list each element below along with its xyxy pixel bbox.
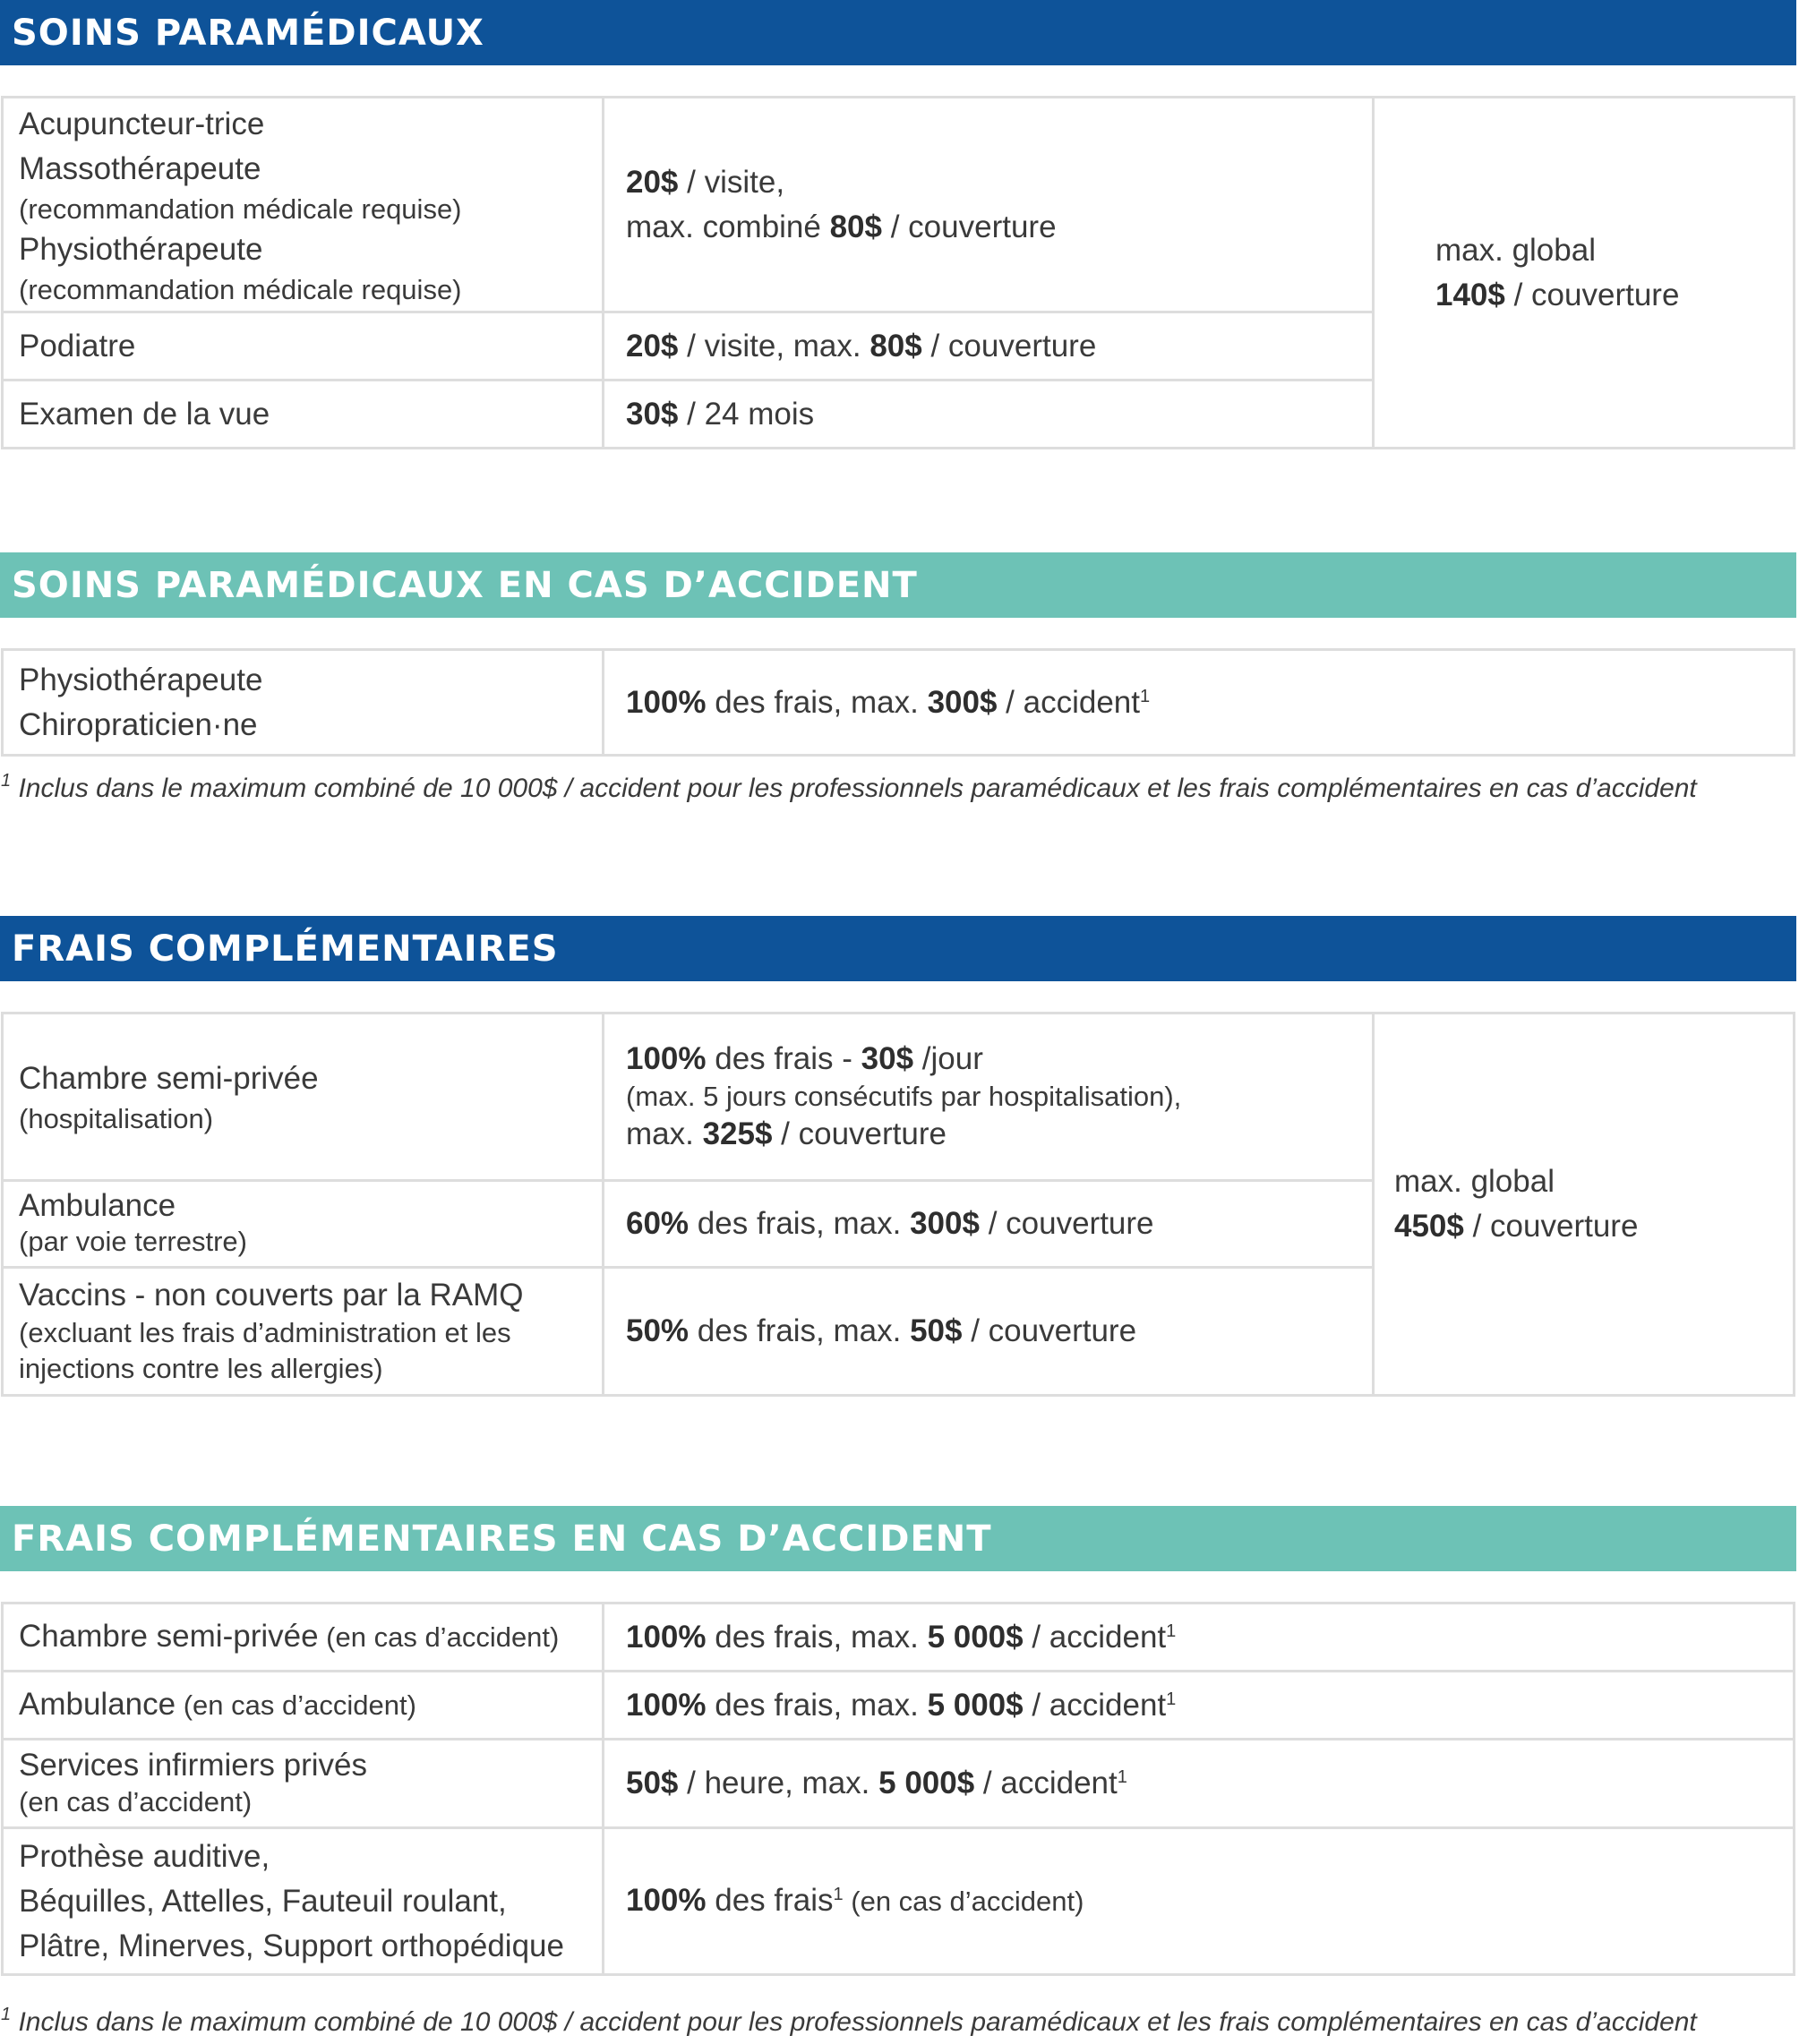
amount-value: 100%	[626, 1041, 707, 1076]
amount-note: (en cas d’accident)	[843, 1886, 1084, 1917]
amount-text: des frais	[706, 1883, 834, 1918]
benefit-label	[3, 1672, 604, 1740]
footnote-marker: 1	[833, 1885, 844, 1904]
benefit-amount	[604, 650, 1795, 756]
footnote-marker: 1	[1166, 1621, 1177, 1641]
global-line	[1394, 1204, 1793, 1249]
label-line: Chambre semi-privée	[19, 1619, 319, 1654]
label-line: Massothérapeute	[19, 150, 261, 186]
footnote-text: Inclus dans le maximum combiné de 10 000$ / accident pour les professionnels paramédicaux et les frais complémentaires en cas d’accident	[11, 774, 1697, 803]
benefit-label	[3, 98, 604, 312]
amount-value: 20$	[626, 328, 679, 363]
amount-value: 100%	[626, 684, 707, 720]
label-line: Physiothérapeute	[19, 662, 263, 697]
amount-text: / heure, max.	[678, 1766, 879, 1800]
footnote-marker: 1	[1, 771, 12, 791]
amount-text: max. combiné	[626, 209, 830, 244]
benefit-amount	[604, 1828, 1795, 1975]
global-value: 140$	[1435, 277, 1505, 312]
amount-text: / accident	[997, 684, 1140, 720]
footnote	[1, 2007, 1799, 2038]
benefit-amount	[604, 1604, 1795, 1672]
table-row	[3, 1740, 1795, 1828]
table-soins-paramedicaux	[1, 96, 1795, 449]
benefit-label	[3, 1828, 604, 1975]
label-line: Physiothérapeute	[19, 231, 263, 267]
footnote-marker: 1	[1139, 686, 1151, 706]
amount-value: 60%	[626, 1206, 690, 1241]
amount-value: 5 000$	[927, 1687, 1024, 1723]
amount-text: / couverture	[772, 1116, 947, 1151]
amount-text: / couverture	[979, 1206, 1154, 1241]
global-value: 450$	[1394, 1209, 1464, 1244]
table-row	[3, 1604, 1795, 1672]
amount-text: des frais, max.	[689, 1206, 911, 1241]
amount-value: 50$	[910, 1313, 963, 1348]
amount-text: des frais, max.	[706, 684, 928, 720]
label-sub: (excluant les frais d’administration et les injections contre les allergies)	[19, 1317, 511, 1384]
amount-text: max.	[626, 1116, 703, 1151]
label-sub: (en cas d’accident)	[19, 1786, 253, 1817]
label-line: Acupuncteur-trice	[19, 106, 265, 141]
benefit-amount	[604, 1181, 1374, 1268]
section-title: FRAIS COMPLÉMENTAIRES EN CAS D’ACCIDENT	[12, 1518, 992, 1560]
table-row	[3, 1828, 1795, 1975]
benefit-label	[3, 1013, 604, 1181]
label-line: Ambulance	[19, 1188, 176, 1223]
amount-text: / accident	[1023, 1619, 1167, 1655]
amount-line	[626, 1115, 1372, 1154]
label-sub: (hospitalisation)	[19, 1103, 214, 1134]
amount-value: 80$	[829, 209, 882, 244]
amount-text: / accident	[974, 1766, 1118, 1800]
amount-line	[626, 205, 1372, 250]
amount-text: des frais, max.	[706, 1619, 928, 1655]
section-title: SOINS PARAMÉDICAUX EN CAS D’ACCIDENT	[12, 564, 918, 606]
amount-value: 30$	[861, 1041, 914, 1076]
amount-value: 20$	[626, 164, 679, 200]
amount-text: /jour	[913, 1041, 983, 1076]
footnote-text: Inclus dans le maximum combiné de 10 000$ / accident pour les professionnels paramédicaux et les frais complémentaires en cas d’accident	[11, 2007, 1697, 2037]
label-line: Services infirmiers privés	[19, 1748, 367, 1783]
benefit-label	[3, 1604, 604, 1672]
amount-value: 100%	[626, 1883, 707, 1918]
global-suffix: / couverture	[1504, 277, 1680, 312]
amount-text: / 24 mois	[678, 396, 815, 432]
amount-text: / couverture	[962, 1313, 1137, 1348]
table-row	[3, 1672, 1795, 1740]
footnote	[1, 771, 1799, 804]
amount-text: des frais, max.	[706, 1687, 928, 1723]
amount-text: / couverture	[921, 328, 1097, 363]
footnote-marker: 1	[1, 2005, 12, 2024]
amount-value: 30$	[626, 396, 679, 432]
amount-value: 100%	[626, 1619, 707, 1655]
global-max	[1374, 1013, 1795, 1396]
amount-value: 5 000$	[878, 1766, 975, 1800]
amount-value: 5 000$	[927, 1619, 1024, 1655]
footnote-marker: 1	[1166, 1689, 1177, 1709]
benefit-label	[3, 650, 604, 756]
label-line: Chambre semi-privée	[19, 1061, 319, 1096]
amount-text: des frais -	[706, 1041, 861, 1076]
section-header-frais-complementaires	[0, 916, 1796, 981]
label-sub: (en cas d’accident)	[318, 1621, 560, 1653]
amount-text: / visite, max.	[678, 328, 870, 363]
label-line: Plâtre, Minerves, Support orthopédique	[19, 1928, 564, 1963]
footnote-marker: 1	[1117, 1767, 1127, 1787]
label-sub: (recommandation médicale requise)	[19, 273, 462, 305]
table-row	[3, 650, 1795, 756]
amount-value: 100%	[626, 1687, 707, 1723]
amount-line	[626, 160, 1372, 205]
table-frais-complementaires	[1, 1012, 1795, 1397]
benefit-amount	[604, 1740, 1795, 1828]
amount-text: des frais, max.	[689, 1313, 911, 1348]
table-row	[3, 1013, 1795, 1181]
benefit-label: Examen de la vue	[3, 381, 604, 449]
benefit-amount	[604, 381, 1374, 449]
benefit-label: Podiatre	[3, 312, 604, 381]
benefit-label	[3, 1181, 604, 1268]
benefit-amount	[604, 1268, 1374, 1396]
label-line: Prothèse auditive,	[19, 1838, 270, 1874]
global-max	[1374, 98, 1795, 449]
amount-value: 50$	[626, 1766, 679, 1800]
amount-line	[626, 1039, 1372, 1079]
amount-value: 80$	[870, 328, 922, 363]
benefit-amount	[604, 98, 1374, 312]
label-sub: (en cas d’accident)	[176, 1689, 416, 1721]
amount-value: 50%	[626, 1313, 690, 1348]
benefit-amount	[604, 1672, 1795, 1740]
section-title: SOINS PARAMÉDICAUX	[12, 12, 484, 54]
amount-text: / couverture	[882, 209, 1057, 244]
label-sub: (par voie terrestre)	[19, 1226, 247, 1257]
label-sub: (recommandation médicale requise)	[19, 192, 462, 225]
amount-value: 300$	[927, 684, 998, 720]
section-title: FRAIS COMPLÉMENTAIRES	[12, 928, 559, 970]
amount-note: (max. 5 jours consécutifs par hospitalisation),	[626, 1081, 1182, 1112]
table-frais-complementaires-accident	[1, 1602, 1795, 1976]
amount-value: 325$	[702, 1116, 773, 1151]
global-label: max. global	[1435, 232, 1596, 268]
label-line: Vaccins - non couverts par la RAMQ	[19, 1278, 524, 1313]
table-soins-paramedicaux-accident	[1, 648, 1795, 757]
label-line: Ambulance	[19, 1687, 176, 1722]
section-header-soins-paramedicaux	[0, 0, 1796, 65]
benefit-label	[3, 1740, 604, 1828]
amount-text: / visite,	[678, 164, 785, 200]
global-suffix: / couverture	[1463, 1209, 1639, 1244]
global-label: max. global	[1394, 1164, 1555, 1199]
table-row	[3, 98, 1795, 312]
label-line: Béquilles, Attelles, Fauteuil roulant,	[19, 1883, 507, 1919]
amount-text: / accident	[1023, 1687, 1167, 1723]
label-line: Chiropraticien·ne	[19, 706, 258, 742]
global-line	[1435, 273, 1793, 318]
benefit-amount	[604, 312, 1374, 381]
section-header-soins-paramedicaux-accident	[0, 552, 1796, 618]
section-header-frais-complementaires-accident	[0, 1506, 1796, 1571]
amount-value: 300$	[910, 1206, 980, 1241]
benefit-amount	[604, 1013, 1374, 1181]
benefit-label	[3, 1268, 604, 1396]
